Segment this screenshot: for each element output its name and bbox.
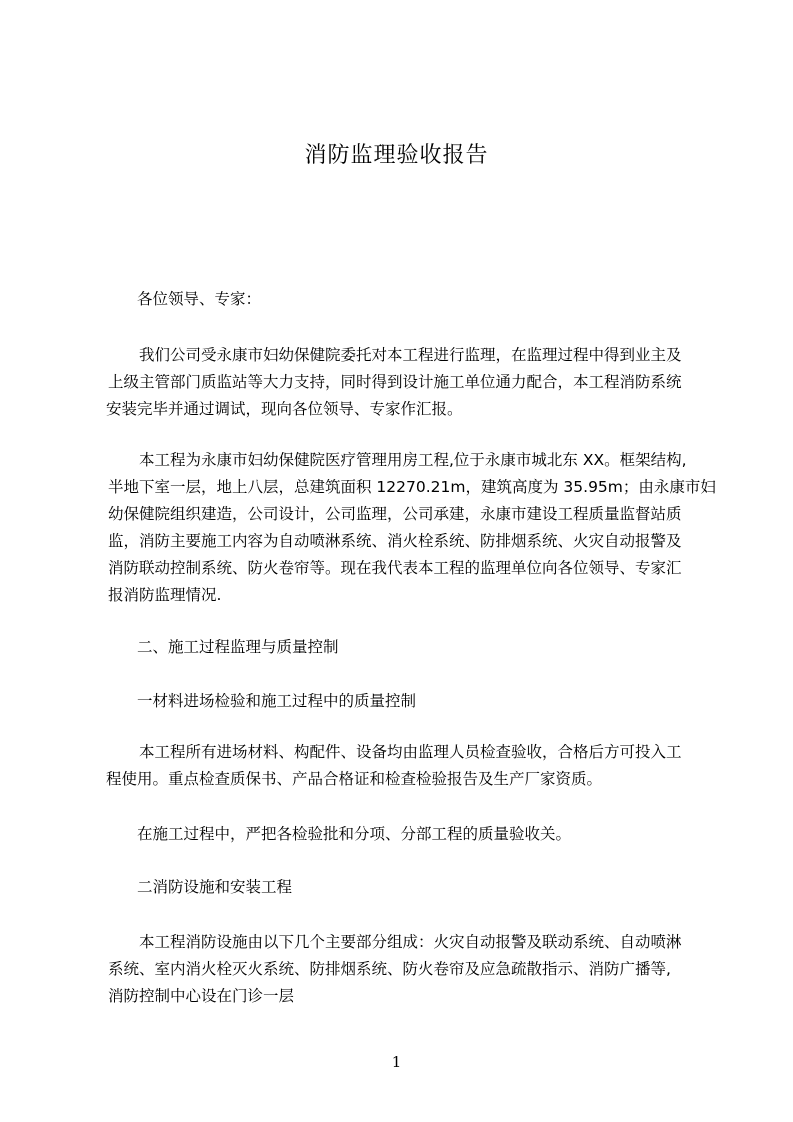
subsection1-heading: 一材料进场检验和施工过程中的质量控制 xyxy=(137,692,417,710)
facilities-paragraph xyxy=(106,929,722,1010)
section-heading xyxy=(106,634,722,661)
materials-paragraph xyxy=(106,739,722,793)
paragraph-line: 我们公司受永康市妇幼保健院委托对本工程进行监理，在监理过程中得到业主及 xyxy=(139,346,682,364)
intro-paragraph xyxy=(106,342,722,423)
greeting xyxy=(106,286,722,313)
paragraph-line: 程使用。重点检查质保书、产品合格证和检查检验报告及生产厂家资质。 xyxy=(106,770,603,788)
paragraph-line: 本工程为永康市妇幼保健院医疗管理用房工程,位于永康市城北东 XX。框架结构, xyxy=(139,451,687,469)
paragraph-line: 上级主管部门质监站等大力支持，同时得到设计施工单位通力配合，本工程消防系统 xyxy=(108,373,682,391)
section2-heading: 二、施工过程监理与质量控制 xyxy=(137,638,339,656)
paragraph-line: 本工程消防设施由以下几个主要部分组成：火灾自动报警及联动系统、自动喷淋 xyxy=(139,933,682,951)
paragraph-line: 监，消防主要施工内容为自动喷淋系统、消火栓系统、防排烟系统、火灾自动报警及 xyxy=(108,532,682,550)
document-title: 消防监理验收报告 xyxy=(304,143,489,168)
overview-paragraph xyxy=(106,447,722,609)
paragraph-line: 系统、室内消火栓灭火系统、防排烟系统、防火卷帘及应急疏散指示、消防广播等, xyxy=(108,960,671,978)
paragraph-line: 本工程所有进场材料、构配件、设备均由监理人员检查验收，合格后方可投入工 xyxy=(139,743,682,761)
subsection-heading xyxy=(106,688,722,715)
paragraph-line: 幼保健院组织建造，公司设计，公司监理，公司承建，永康市建设工程质量监督站质 xyxy=(108,505,682,523)
subsection2-heading: 二消防设施和安装工程 xyxy=(137,878,293,896)
paragraph-line: 安装完毕并通过调试，现向各位领导、专家作汇报。 xyxy=(106,400,463,418)
subsection-heading xyxy=(106,874,722,901)
paragraph-line: 半地下室一层，地上八层，总建筑面积 12270.21m，建筑高度为 35.95m；由永康市妇 xyxy=(108,478,716,496)
paragraph-line: 消防联动控制系统、防火卷帘等。现在我代表本工程的监理单位向各位领导、专家汇 xyxy=(108,559,682,577)
paragraph-line: 在施工过程中，严把各检验批和分项、分部工程的质量验收关。 xyxy=(137,825,572,843)
paragraph-line: 消防控制中心设在门诊一层 xyxy=(108,987,295,1005)
paragraph-line: 报消防监理情况. xyxy=(108,586,222,604)
process-paragraph xyxy=(106,821,722,848)
greeting-text: 各位领导、专家： xyxy=(137,290,262,308)
page-number: 1 xyxy=(391,1053,402,1071)
